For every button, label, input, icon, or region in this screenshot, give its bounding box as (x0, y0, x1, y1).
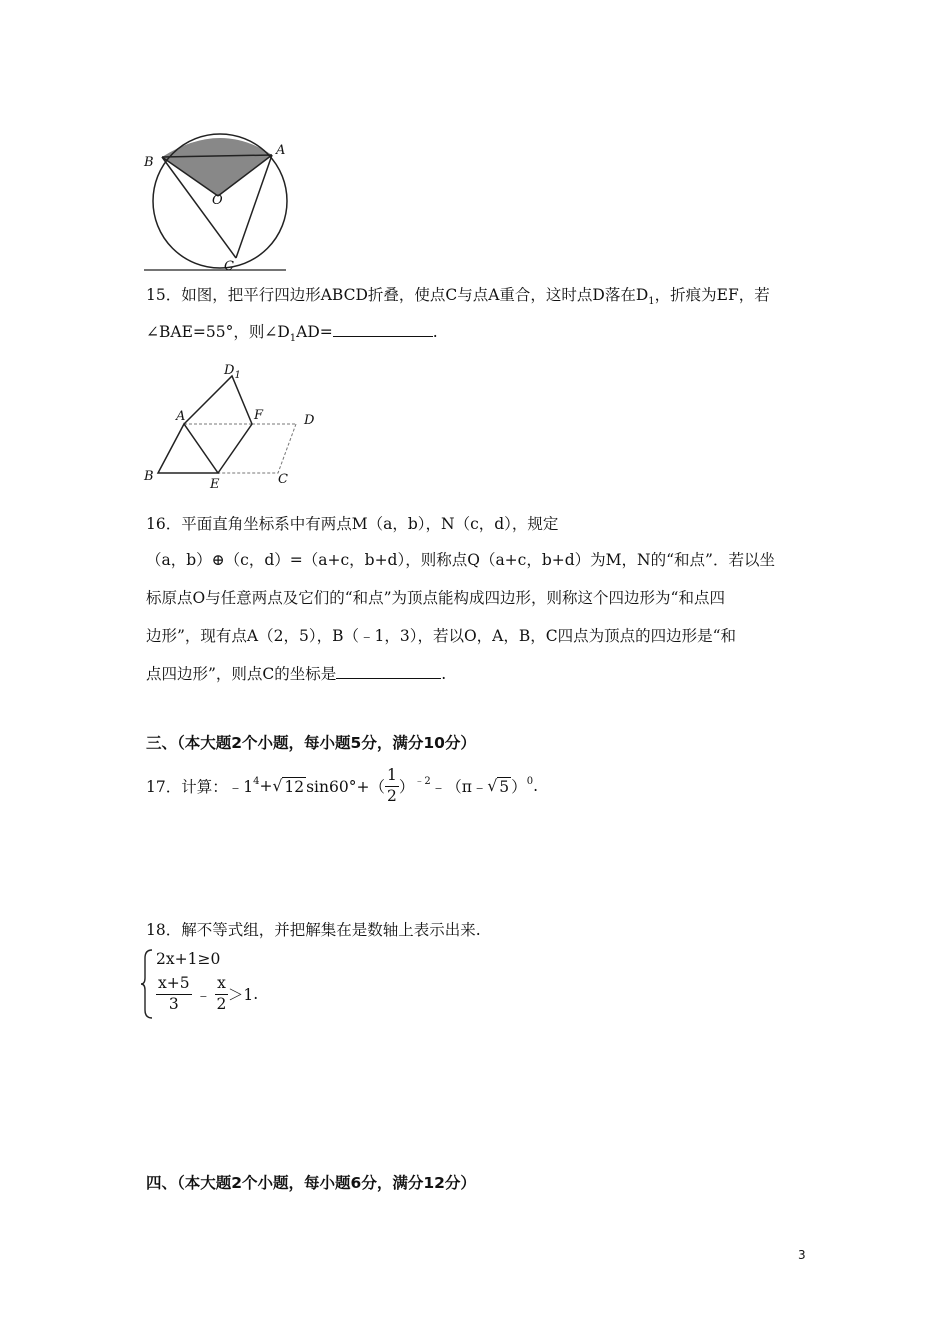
label-F: F (254, 408, 264, 423)
q16-line1: 16．平面直角坐标系中有两点M（a，b），N（c，d），规定 (146, 515, 559, 533)
q15-line2: ∠BAE=55°，则$\angle D_1AD=$ . (146, 323, 438, 345)
circle-figure (140, 118, 300, 278)
answer-blank (333, 322, 433, 337)
q16-line4: 边形”，现有点A（2，5），B（﹣1，3），若以O，A，B，C四点为顶点的四边形是“和 (146, 627, 737, 645)
q15-line1: 15．如图，把平行四边形ABCD折叠，使点C与点A重合，这时点D落在$D_1$，折痕为EF，若 (146, 286, 770, 308)
label-C: C (224, 259, 234, 274)
inequality-2: $\frac{x+5}{3}$ ﹣ $\frac{x}{2}$ ＞1. (158, 974, 259, 1013)
parallelogram-figure (140, 360, 330, 490)
section-3-heading: 三、（本大题2个小题，每小题5分，满分10分） (146, 734, 476, 752)
left-brace (140, 948, 154, 1020)
answer-blank (336, 664, 441, 679)
q17-expression: 17．计算：$﹣1^4+√$ 12 sin60°+（ $\frac{1}{2}$ ）$^{﹣2}$﹣（π﹣√ 5 ）$^0$. (146, 766, 538, 805)
label-B: B (144, 469, 154, 484)
q16-line3: 标原点O与任意两点及它们的“和点”为顶点能构成四边形，则称这个四边形为“和点四 (146, 589, 725, 607)
q16-line5: 点四边形”，则点C的坐标是 . (146, 665, 447, 683)
label-O: O (212, 193, 223, 208)
page-number: 3 (798, 1248, 806, 1262)
label-D1: $D_1$ (224, 363, 241, 381)
sqrt-12: 12 (284, 777, 305, 796)
inequality-1: 2x+1≥0 (156, 950, 221, 968)
label-A: A (276, 143, 286, 158)
label-B: B (144, 155, 154, 170)
sqrt-5: 5 (499, 777, 510, 796)
q16-line2: （a，b）⊕（c，d）=（a+c，b+d），则称点Q（a+c，b+d）为M，N的“和点”．若以坐 (146, 551, 775, 569)
label-D: D (304, 413, 315, 428)
q18-line1: 18．解不等式组，并把解集在是数轴上表示出来. (146, 921, 481, 939)
label-C: C (278, 472, 288, 487)
inequality-system (140, 948, 280, 1020)
section-4-heading: 四、（本大题2个小题，每小题6分，满分12分） (146, 1174, 476, 1192)
fraction-half: $\frac{1}{2}$ (386, 766, 397, 805)
label-E: E (210, 477, 220, 490)
label-A: A (176, 409, 186, 424)
